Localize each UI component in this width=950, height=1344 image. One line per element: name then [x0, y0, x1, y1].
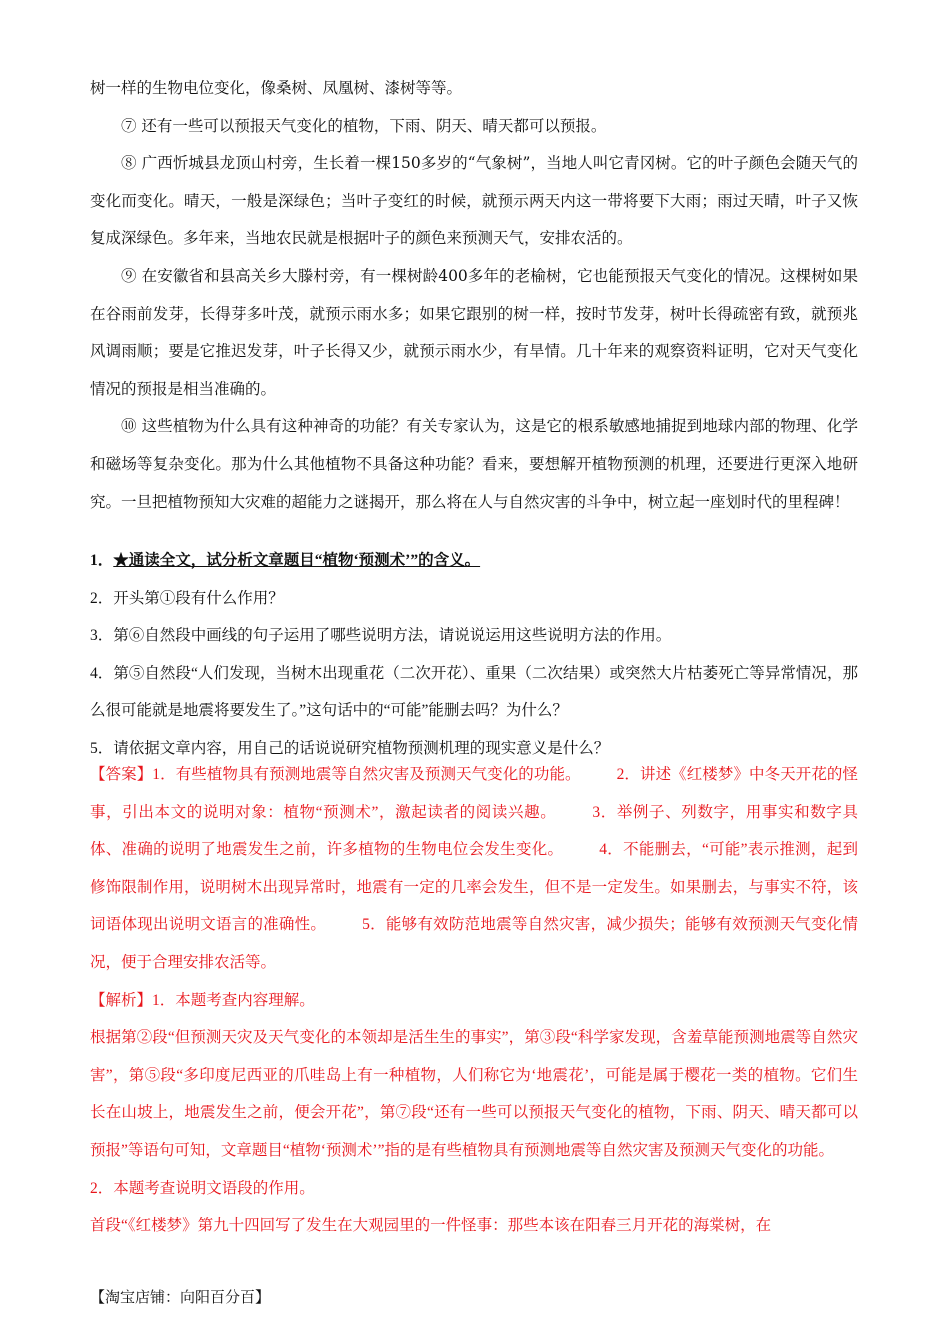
answer-5: 5．能够有效防范地震等自然灾害，减少损失；能够有效预测天气变化情况，便于合理安排农活等。: [90, 916, 858, 971]
passage-paragraph-9: ⑨ 在安徽省和县高关乡大滕村旁，有一棵树龄400多年的老榆树，它也能预报天气变化的情况。这棵树如果在谷雨前发芽，长得芽多叶茂，就预示雨水多；如果它跟别的树一样，按时节发芽，树叶长得疏密有致，就预兆风调雨顺；要是它推迟发芽，叶子长得又少，就预示雨水少，有旱情。几十年来的观察资料证明，它对天气变化情况的预报是相当准确的。: [90, 266, 858, 398]
answer-1: 1．有些植物具有预测地震等自然灾害及预测天气变化的功能。: [152, 766, 581, 783]
answer-3: 3．举例子、列数字，用事实和数字具体、准确的说明了地震发生之前，许多植物的生物电位会发生变化。: [90, 803, 858, 859]
analysis-label: 【解析】: [90, 991, 153, 1009]
passage-paragraph-8: ⑧ 广西忻城县龙顶山村旁，生长着一棵150多岁的“气象树”，当地人叫它青冈树。它的叶子颜色会随天气的变化而变化。晴天，一般是深绿色；当叶子变红的时候，就预示两天内这一带将要下大雨；雨过天晴，叶子又恢复成深绿色。多年来，当地农民就是根据叶子的颜色来预测天气，安排农活的。: [90, 154, 858, 248]
passage-paragraph-continuation: 树一样的生物电位变化，像桑树、凤凰树、漆树等等。: [90, 79, 463, 97]
question-5: 5．请依据文章内容，用自己的话说说研究植物预测机理的现实意义是什么？: [90, 739, 610, 757]
passage-paragraph-7: ⑦ 还有一些可以预报天气变化的植物，下雨、阴天、晴天都可以预报。: [121, 116, 607, 135]
analysis-2-title: 2．本题考查说明文语段的作用。: [90, 1179, 315, 1197]
answer-section: [90, 756, 858, 1245]
store-footer: 【淘宝店铺：向阳百分百】: [90, 1290, 271, 1306]
question-1-number: 1．: [90, 552, 114, 569]
question-1-text: ★通读全文，试分析文章题目“植物‘预测术’”的含义。: [113, 552, 481, 569]
analysis-heading: [90, 982, 858, 1020]
answer-4: 4．不能删去，“可能”表示推测，起到修饰限制作用，说明树木出现异常时，地震有一定的几率会发生，但不是一定发生。如果删去，与事实不符，该词语体现出说明文语言的准确性。: [90, 841, 858, 934]
passage-text: [90, 70, 858, 521]
question-4: 4．第⑤自然段“人们发现，当树木出现重花（二次开花）、重果（二次结果）或突然大片枯萎死亡等异常情况，那么很可能就是地震将要发生了。”这句话中的“可能”能删去吗？为什么？: [90, 664, 858, 719]
question-1: [90, 542, 858, 580]
analysis-1-body: 根据第②段“但预测天灾及天气变化的本领却是活生生的事实”，第③段“科学家发现，含羞草能预测地震等自然灾害”，第⑤段“多印度尼西亚的爪哇岛上有一种植物，人们称它为‘地震花’，可能是属于樱花一类的植物。它们生长在山坡上，地震发生之前，便会开花”，第⑦段“还有一些可以预报天气变化的植物，下雨、阴天、晴天都可以预报”等语句可知，文章题目“植物‘预测术’”指的是有些植物具有预测地震等自然灾害及预测天气变化的功能。: [90, 1029, 858, 1159]
answer-block: [90, 756, 858, 982]
passage-paragraph-10: ⑩ 这些植物为什么具有这种神奇的功能？有关专家认为，这是它的根系敏感地捕捉到地球内部的物理、化学和磁场等复杂变化。那为什么其他植物不具备这种功能？看来，要想解开植物预测的机理，还要进行更深入地研究。一旦把植物预知大灾难的超能力之谜揭开，那么将在人与自然灾害的斗争中，树立起一座划时代的里程碑！: [90, 417, 858, 511]
question-3: 3．第⑥自然段中画线的句子运用了哪些说明方法，请说说运用这些说明方法的作用。: [90, 627, 672, 644]
question-2: 2．开头第①段有什么作用？: [90, 589, 284, 607]
analysis-1-title: 1．本题考查内容理解。: [152, 991, 315, 1009]
question-list: [90, 542, 858, 767]
answer-label: 【答案】: [90, 766, 153, 783]
answer-2: 2．讲述《红楼梦》中冬天开花的怪事，引出本文的说明对象：植物“预测术”，激起读者的阅读兴趣。: [90, 766, 858, 821]
analysis-2-body: 首段“《红楼梦》第九十四回写了发生在大观园里的一件怪事：那些本该在阳春三月开花的海棠树，在: [90, 1217, 772, 1235]
